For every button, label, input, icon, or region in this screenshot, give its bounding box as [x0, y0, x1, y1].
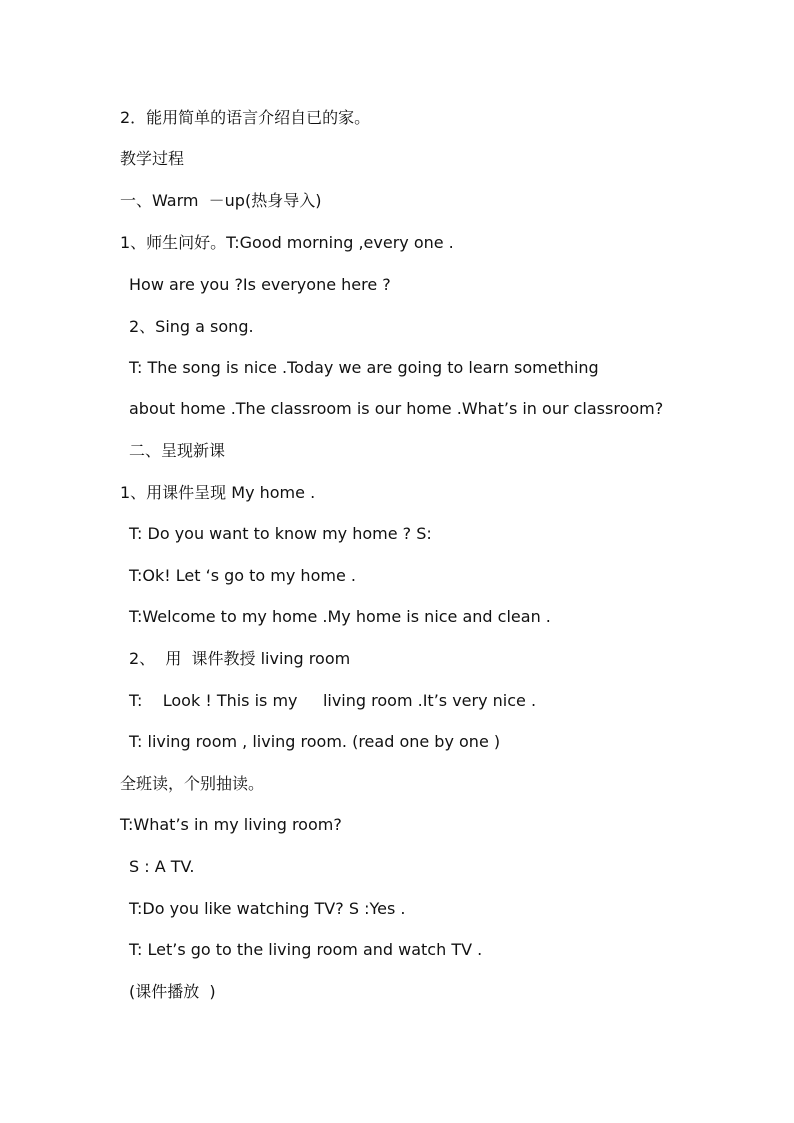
document-line-2: 教学过程 — [120, 149, 185, 168]
document-line-21: T: Let’s go to the living room and watch TV . — [129, 940, 483, 959]
document-line-17: 全班读，个别抽读。 — [120, 774, 265, 793]
document-line-16: T: living room , living room. (read one by one ) — [129, 732, 501, 751]
document-line-7: T: The song is nice .Today we are going to learn something — [129, 358, 599, 377]
document-line-20: T:Do you like watching TV? S :Yes . — [129, 899, 406, 918]
document-line-6: 2、Sing a song. — [129, 317, 254, 336]
document-line-13: T:Welcome to my home .My home is nice and clean . — [129, 607, 551, 626]
document-line-10: 1、用课件呈现 My home . — [120, 483, 316, 502]
document-line-18: T:What’s in my living room? — [120, 815, 342, 834]
document-line-8: about home .The classroom is our home .What’s in our classroom? — [129, 399, 664, 418]
document-line-5: How are you ?Is everyone here ? — [129, 275, 391, 294]
document-line-15: T: Look ! This is my living room .It’s very nice . — [129, 691, 537, 710]
document-line-1: 2．能用简单的语言介绍自已的家。 — [120, 108, 371, 127]
document-line-9: 二、呈现新课 — [129, 441, 226, 460]
document-line-3: 一、Warm －up(热身导入) — [120, 191, 322, 210]
document-line-22: (课件播放 ) — [129, 982, 216, 1001]
document-line-14: 2、 用 课件教授 living room — [129, 649, 351, 668]
document-line-11: T: Do you want to know my home ? S: — [129, 524, 432, 543]
document-line-12: T:Ok! Let ‘s go to my home . — [129, 566, 356, 585]
document-line-4: 1、师生问好。T:Good morning ,every one . — [120, 233, 454, 252]
document-line-19: S : A TV. — [129, 857, 195, 876]
